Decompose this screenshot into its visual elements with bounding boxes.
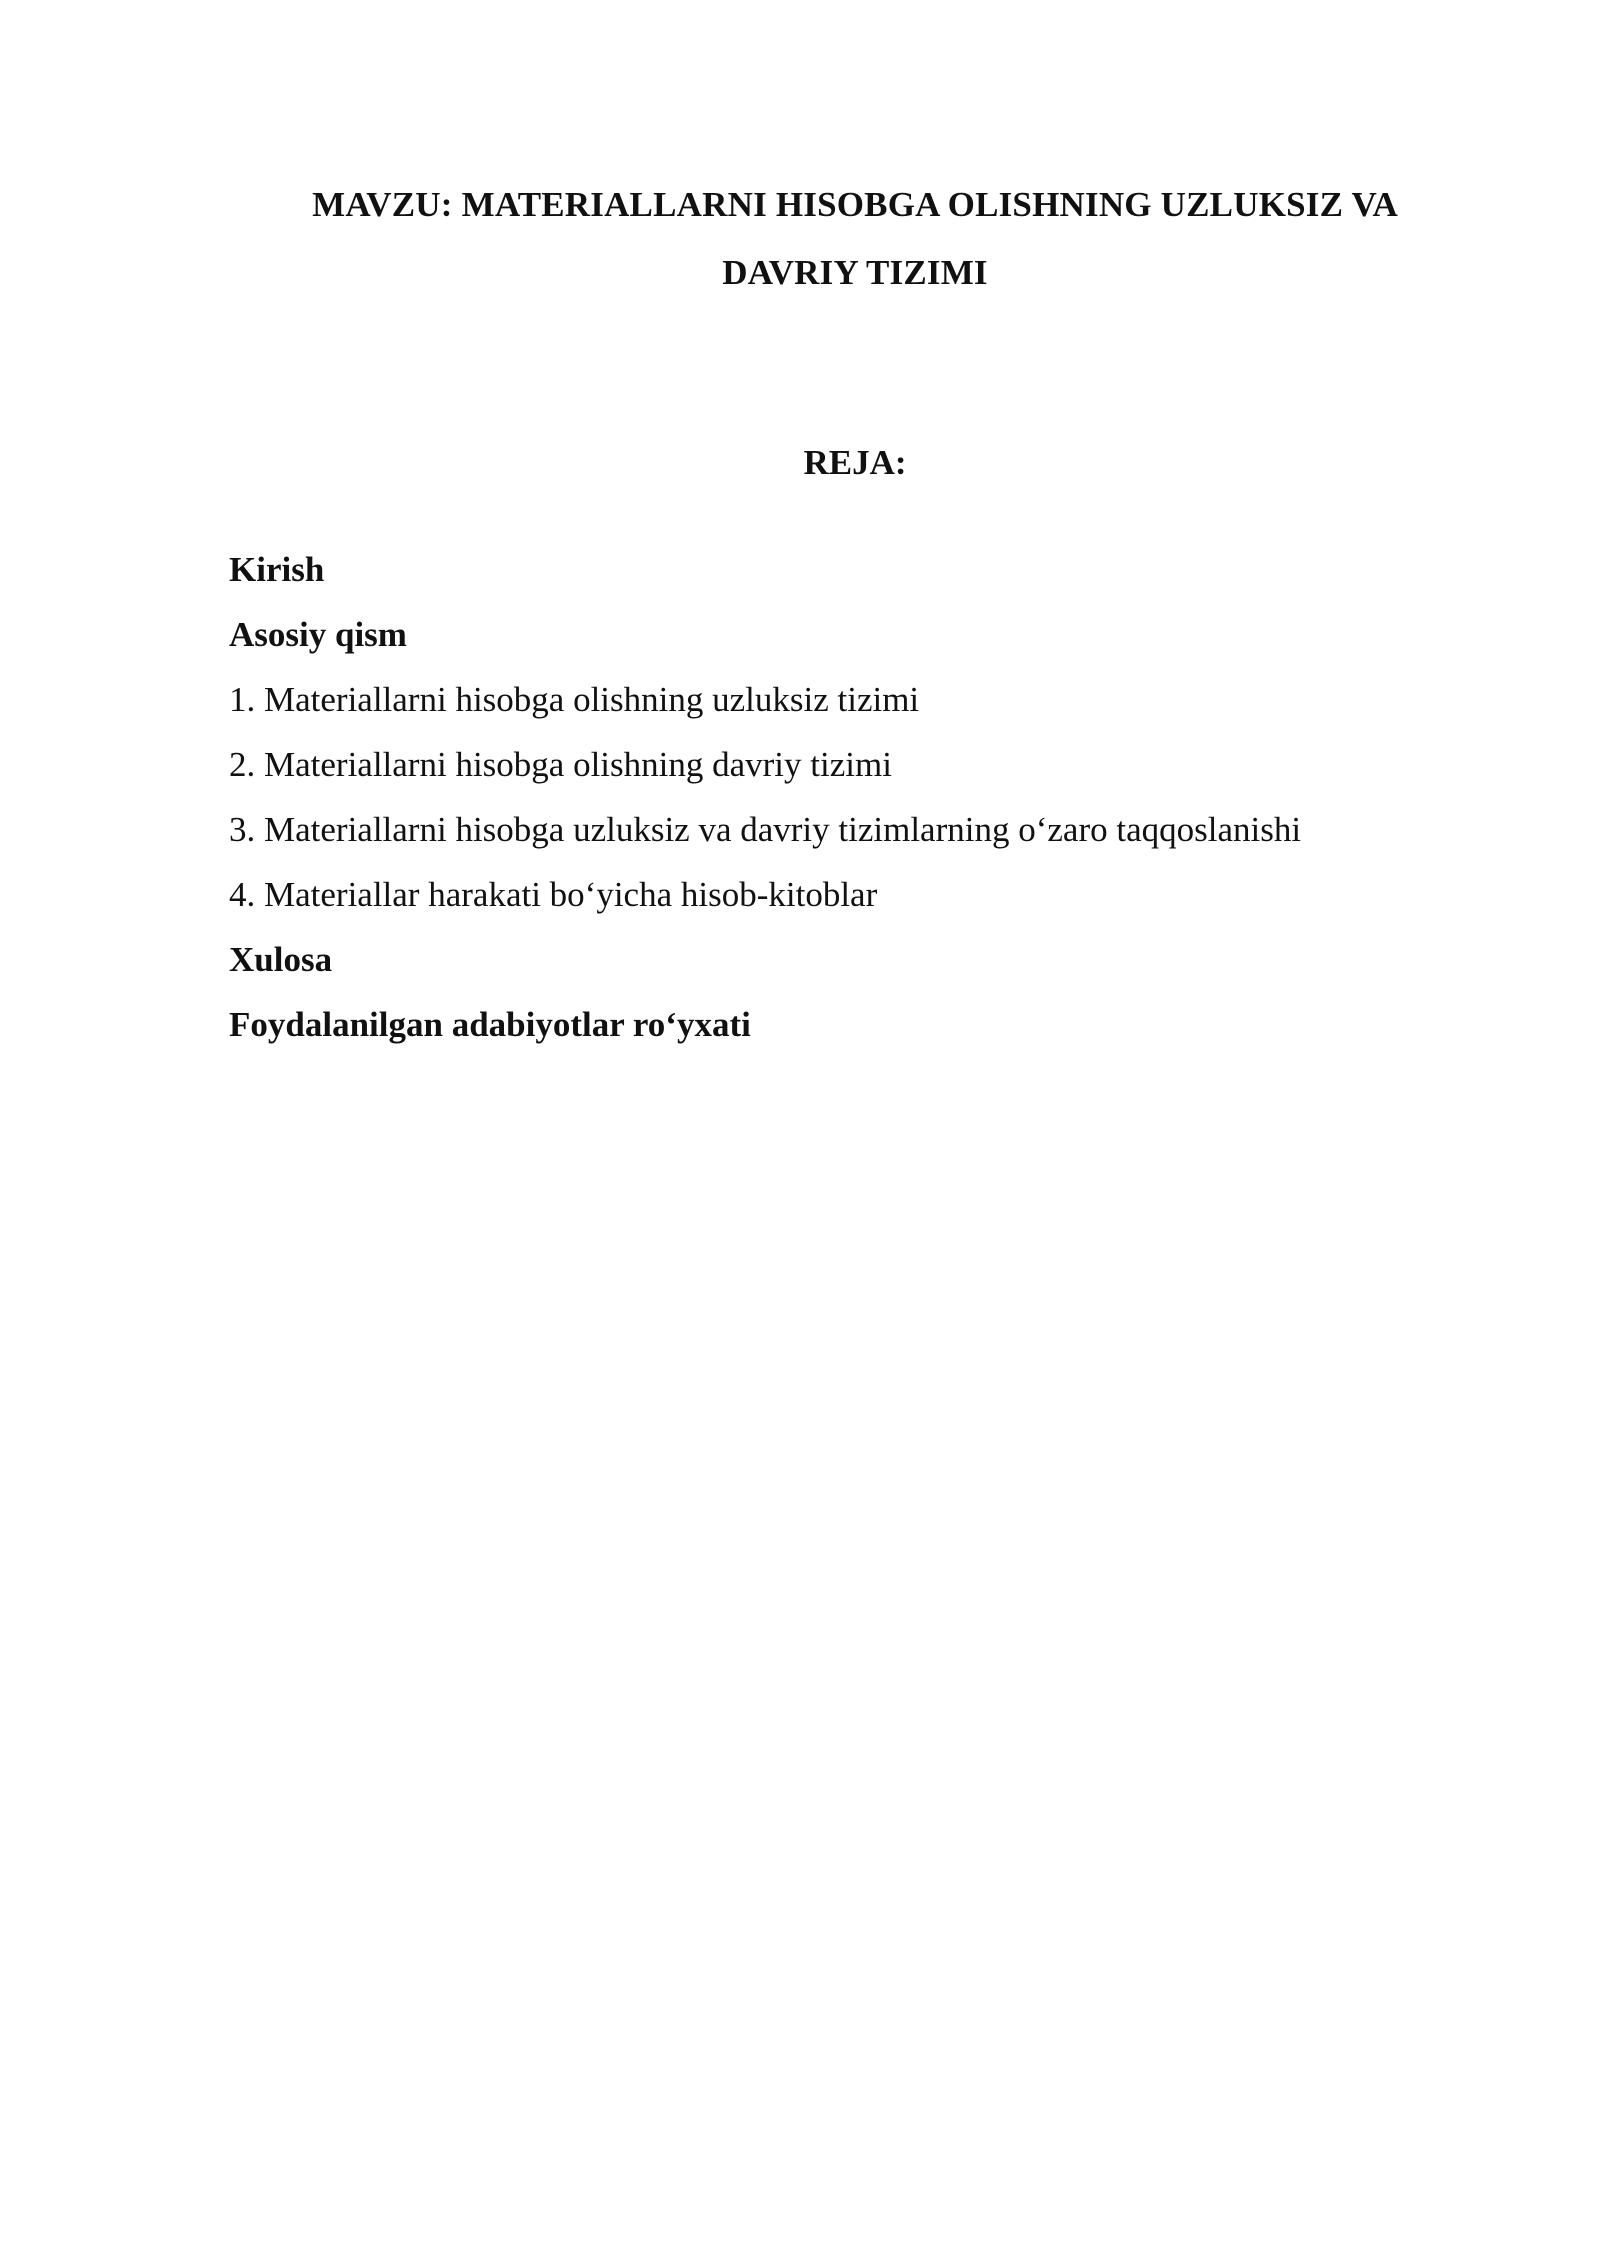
plan-outline — [229, 537, 1429, 1057]
plan-heading: REJA: — [803, 443, 907, 483]
outline-item-main-part: Asosiy qism — [229, 615, 407, 654]
outline-item-conclusion: Xulosa — [229, 940, 333, 979]
outline-item-references: Foydalanilgan adabiyotlar ro‘yxati — [229, 1005, 751, 1044]
title-line-2: DAVRIY TIZIMI — [722, 253, 988, 293]
title-line-1: MAVZU: MATERIALLARNI HISOBGA OLISHNING UZLUKSIZ VA — [312, 185, 1398, 225]
outline-item-2: 2. Materiallarni hisobga olishning davriy tizimi — [229, 745, 892, 784]
outline-item-1: 1. Materiallarni hisobga olishning uzluksiz tizimi — [229, 680, 920, 719]
document-title — [230, 171, 1480, 307]
outline-item-introduction: Kirish — [229, 550, 325, 589]
outline-item-3: 3. Materiallarni hisobga uzluksiz va davriy tizimlarning o‘zaro taqqoslanishi — [229, 810, 1302, 849]
outline-item-4: 4. Materiallar harakati bo‘yicha hisob-kitoblar — [229, 875, 878, 914]
